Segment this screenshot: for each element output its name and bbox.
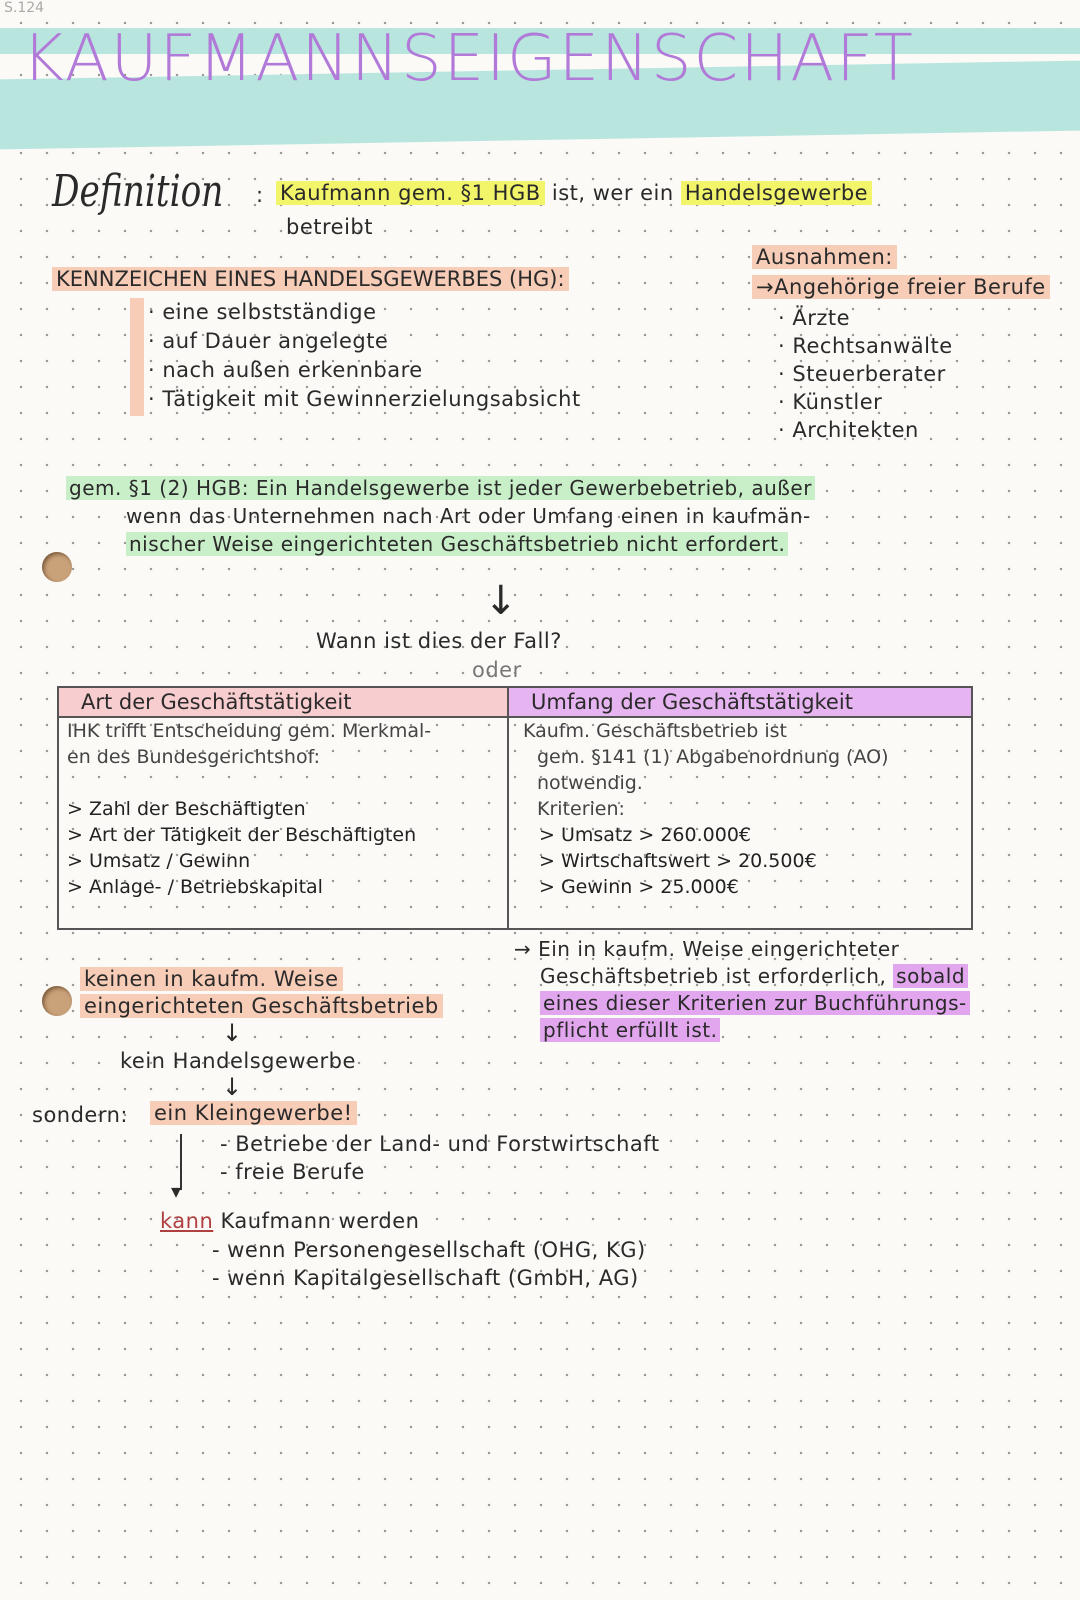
flow-box: keinen in kaufm. Weise eingerichteten Geschäftsbetrieb — [80, 966, 443, 1020]
definition-colon: : — [256, 183, 264, 207]
kleingewerbe: ein Kleingewerbe! — [150, 1100, 357, 1126]
list-item: · Ärzte — [778, 306, 851, 330]
paragraph-hgb — [66, 474, 815, 558]
table-column-umfang — [509, 688, 971, 928]
list-item: > Anlage- / Betriebskapital — [67, 876, 323, 898]
umfang-intro: Kaufm. Geschäftsbetrieb ist gem. §141 (1) Abgabenordnung (AO) notwendig. Kriterien: — [509, 718, 971, 822]
list-item: - Betriebe der Land- und Forstwirtschaft — [220, 1132, 660, 1156]
list-item: - freie Berufe — [220, 1160, 365, 1184]
art-list — [59, 796, 507, 900]
art-intro: IHK trifft Entscheidung gem. Merkmal- en des Bundesgerichtshof: — [67, 720, 432, 768]
list-item: · Rechtsanwälte — [778, 334, 953, 358]
kann-line: kann Kaufmann werden — [160, 1209, 420, 1233]
arrow-head-icon: ▾ — [171, 1179, 182, 1203]
list-item: > Gewinn > 25.000€ — [539, 876, 739, 898]
ausnahmen-sub: →Angehörige freier Berufe — [752, 274, 1050, 300]
list-item: · Architekten — [778, 418, 919, 442]
list-item: > Umsatz > 260.000€ — [539, 824, 751, 846]
table-header-umfang: Umfang der Geschäftstätigkeit — [509, 688, 971, 718]
oder-label: oder — [472, 658, 522, 682]
table-header-art: Art der Geschäftstätigkeit — [59, 688, 507, 718]
binder-hole — [42, 986, 72, 1016]
criteria-table — [57, 686, 973, 930]
paragraph-line: nischer Weise eingerichteten Geschäftsbetrieb nicht erfordert. — [126, 532, 788, 556]
arrow-down-icon: ↓ — [222, 1019, 243, 1047]
definition-line1 — [276, 180, 872, 206]
list-item: · eine selbstständige — [148, 300, 377, 324]
definition-line2: betreibt — [286, 215, 373, 239]
list-item: · Künstler — [778, 390, 883, 414]
kleingewerbe-list — [220, 1130, 660, 1186]
kennzeichen-list — [148, 298, 581, 414]
paragraph-line: gem. §1 (2) HGB: Ein Handelsgewerbe ist jeder Gewerbebetrieb, außer — [66, 476, 815, 500]
page-title: KAUFMANNSEIGENSCHAFT — [22, 22, 915, 96]
ausnahmen-list — [778, 304, 953, 444]
criteria-label: Kriterien: — [537, 798, 625, 820]
list-item: > Zahl der Beschäftigten — [67, 798, 306, 820]
kennzeichen-bar — [130, 298, 144, 416]
paragraph-line: wenn das Unternehmen nach Art oder Umfang einen in kaufmän- — [126, 504, 811, 528]
arrow-down-icon: ↓ — [484, 578, 518, 624]
definition-text: ist, wer ein — [551, 181, 674, 205]
table-column-art — [59, 688, 509, 928]
list-item: · Steuerberater — [778, 362, 946, 386]
definition-highlight-handelsgewerbe: Handelsgewerbe — [681, 181, 872, 205]
ausnahmen-heading: Ausnahmen: — [752, 244, 897, 270]
definition-label: Definition — [52, 166, 224, 217]
list-item: · nach außen erkennbare — [148, 358, 423, 382]
right-note: → Ein in kaufm. Weise eingerichteter Geschäftsbetrieb ist erforderlich, sobald eines dieser Kriterien zur Buchführungs- pflicht erfüllt ist. — [514, 936, 970, 1044]
question: Wann ist dies der Fall? — [316, 629, 562, 653]
kennzeichen-heading-text: KENNZEICHEN EINES HANDELSGEWERBES (HG): — [52, 267, 569, 291]
list-item: > Umsatz / Gewinn — [67, 850, 251, 872]
list-item: > Art der Tätigkeit der Beschäftigten — [67, 824, 417, 846]
kann-list — [212, 1236, 646, 1292]
binder-hole — [42, 552, 72, 582]
page-number: S.124 — [4, 0, 45, 16]
umfang-list — [509, 822, 971, 900]
definition-highlight-kaufmann: Kaufmann gem. §1 HGB — [276, 181, 545, 205]
list-item: · auf Dauer angelegte — [148, 329, 389, 353]
list-item: - wenn Kapitalgesellschaft (GmbH, AG) — [212, 1266, 639, 1290]
arrow-down-icon: ↓ — [222, 1073, 243, 1101]
list-item: · Tätigkeit mit Gewinnerzielungsabsicht — [148, 387, 581, 411]
kein-handelsgewerbe: kein Handelsgewerbe — [120, 1049, 356, 1073]
kennzeichen-heading — [52, 266, 569, 292]
sondern-label: sondern: — [32, 1103, 128, 1127]
list-item: - wenn Personengesellschaft (OHG, KG) — [212, 1238, 646, 1262]
list-item: > Wirtschaftswert > 20.500€ — [539, 850, 817, 872]
